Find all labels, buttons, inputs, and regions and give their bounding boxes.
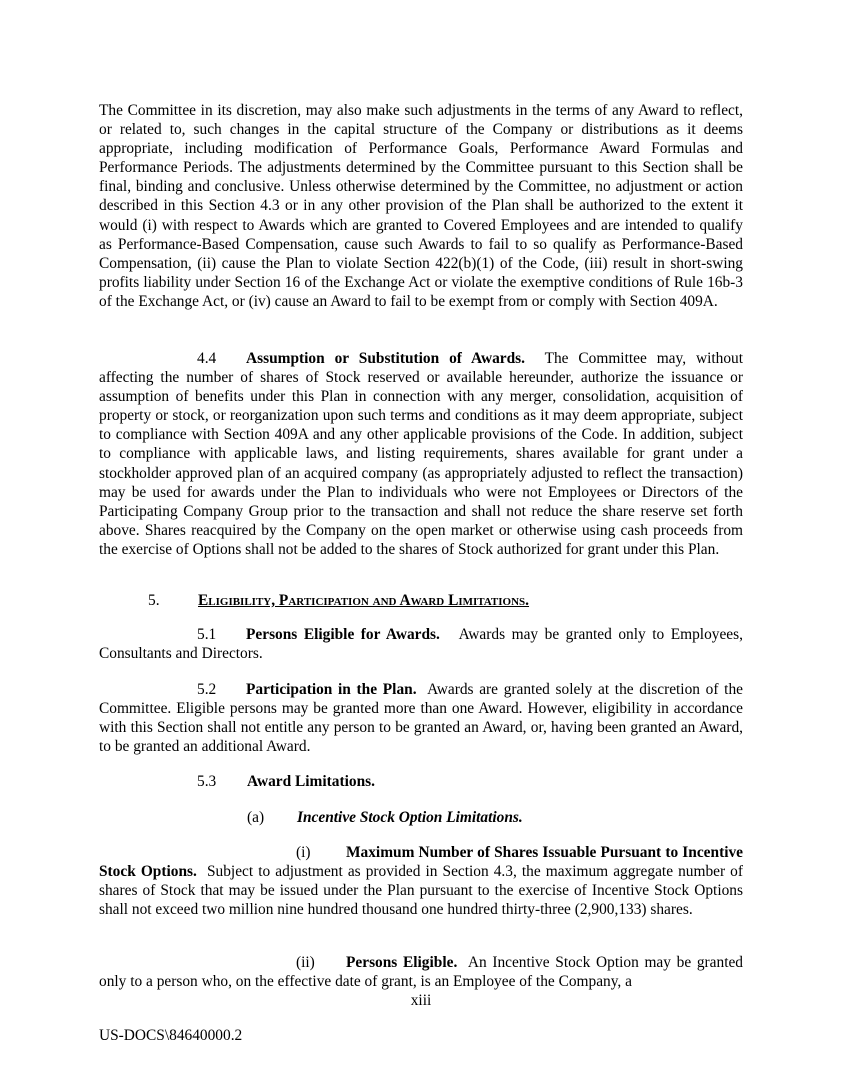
section-text: The Committee may, without affecting the number of shares of Stock reserved or available hereunder, authorize the issuance or assumption of benefits under this Plan in connection with any merger, consolidation, acquisition of property or stock, or reorganization upon such terms and conditions as it may deem appropriate, subject to compliance with Section 409A and any other applicable provisions of the Code. In addition, subject to compliance with applicable laws, and listing requirements, shares available for grant under a stockholder approved plan of an acquired company (as appropriately adjusted to reflect the transaction) may be used for awards under the Plan to individuals who were not Employees or Directors of the Participating Company Group prior to the transaction and shall not reduce the share reserve set forth above. Shares reacquired by the Company on the open market or otherwise using cash proceeds from the exercise of Options shall not be added to the shares of Stock authorized for grant under this Plan. <box>99 350 744 558</box>
section-number: (ii) <box>296 954 315 971</box>
section-number: 4.4 <box>197 350 217 367</box>
section-5-3-a-i <box>99 843 743 919</box>
section-title: Assumption or Substitution of Awards. <box>246 350 525 367</box>
section-4-4 <box>99 349 743 559</box>
section-text: Awards may be granted only to Employees, Consultants and Directors. <box>99 626 743 663</box>
section-text: Awards are granted solely at the discretion of the Committee. Eligible persons may be granted more than one Award. However, eligibility in accordance with this Section shall not entitle any person to be granted an Award, or, having been granted an Award, to be granted an additional Award. <box>99 681 743 756</box>
section-5-1 <box>99 625 743 663</box>
section-5-3-a-heading <box>247 808 523 827</box>
section-title: Eligibility, Participation and Award Limitations. <box>198 592 530 609</box>
section-number: 5.1 <box>197 626 217 643</box>
section-5-3-heading <box>197 772 375 791</box>
section-title: Participation in the Plan. <box>246 681 417 698</box>
section-number: (a) <box>247 809 265 826</box>
section-5-2 <box>99 680 743 756</box>
section-title: Award Limitations. <box>247 773 375 790</box>
section-title: Maximum Number of Shares Issuable Pursuant to Incentive Stock Options. <box>99 844 743 881</box>
section-number: 5. <box>148 592 160 609</box>
section-text: An Incentive Stock Option may be granted only to a person who, on the effective date of grant, is an Employee of the Company, a <box>99 954 743 991</box>
section-number: 5.2 <box>197 681 217 698</box>
section-5-heading <box>148 591 529 610</box>
section-title: Persons Eligible for Awards. <box>246 626 440 643</box>
section-text: Subject to adjustment as provided in Section 4.3, the maximum aggregate number of shares of Stock that may be issued under the Plan pursuant to the exercise of Incentive Stock Options shall not exceed two million nine hundred thousand one hundred thirty-three (2,900,133) shares. <box>99 863 743 919</box>
paragraph-adjustments: The Committee in its discretion, may also make such adjustments in the terms of any Award to reflect, or related to, such changes in the capital structure of the Company or distributions as it deems appropriate, including modification of Performance Goals, Performance Award Formulas and Performance Periods. The adjustments determined by the Committee pursuant to this Section shall be final, binding and conclusive. Unless otherwise determined by the Committee, no adjustment or action described in this Section 4.3 or in any other provision of the Plan shall be authorized to the extent it would (i) with respect to Awards which are granted to Covered Employees and are intended to qualify as Performance-Based Compensation, cause such Awards to fail to so qualify as Performance-Based Compensation, (ii) cause the Plan to violate Section 422(b)(1) of the Code, (iii) result in short-swing profits liability under Section 16 of the Exchange Act or violate the exemptive conditions of Rule 16b-3 of the Exchange Act, or (iv) cause an Award to fail to be exempt from or comply with Section 409A. <box>99 102 743 310</box>
section-title: Persons Eligible. <box>346 954 458 971</box>
document-id: US-DOCS\84640000.2 <box>99 1027 243 1044</box>
page-number: xiii <box>410 992 432 1009</box>
section-number: (i) <box>296 844 311 861</box>
section-5-3-a-ii <box>99 953 743 991</box>
section-number: 5.3 <box>197 773 217 790</box>
section-title: Incentive Stock Option Limitations. <box>297 809 523 826</box>
